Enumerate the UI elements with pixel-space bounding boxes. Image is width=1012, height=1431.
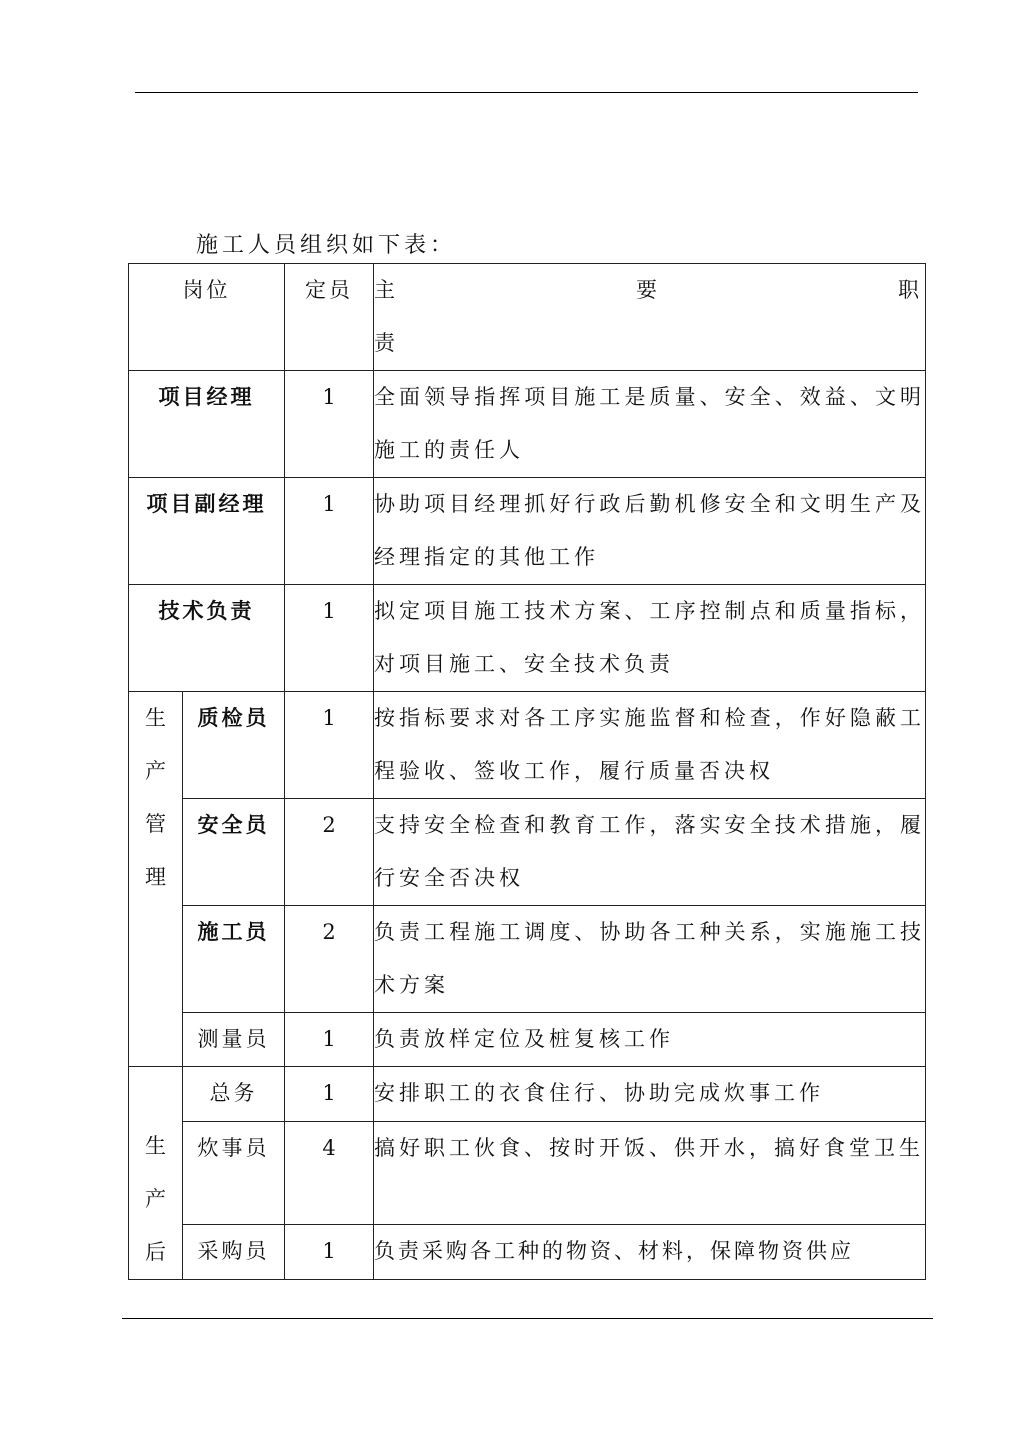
- row-qc-duty: 按指标要求对各工序实施监督和检查，作好隐蔽工程验收、签收工作，履行质量否决权: [374, 692, 926, 799]
- row-pm-quota: 1: [285, 371, 374, 478]
- row-dpm-duty: 协助项目经理抓好行政后勤机修安全和文明生产及经理指定的其他工作: [374, 478, 926, 585]
- row-tech-quota: 1: [285, 585, 374, 692]
- row-constructor-duty: 负责工程施工调度、协助各工种关系，实施施工技术方案: [374, 906, 926, 1013]
- header-duty-char-1: 主: [374, 278, 399, 302]
- row-safety-duty: 支持安全检查和教育工作，落实安全技术措施，履行安全否决权: [374, 799, 926, 906]
- group-label-char: 产: [145, 759, 166, 783]
- row-general-position: 总务: [183, 1067, 285, 1122]
- row-dpm-quota: 1: [285, 478, 374, 585]
- header-duty-char-2: 要: [636, 278, 661, 302]
- row-safety-quota: 2: [285, 799, 374, 906]
- row-constructor-position: 施工员: [183, 906, 285, 1013]
- row-tech-duty: 拟定项目施工技术方案、工序控制点和质量指标，对项目施工、安全技术负责: [374, 585, 926, 692]
- row-surveyor-position: 测量员: [183, 1013, 285, 1067]
- group-label-char: 后: [145, 1240, 166, 1264]
- table-row: [129, 1013, 926, 1067]
- row-cook-duty: 搞好职工伙食、按时开饭、供开水，搞好食堂卫生: [374, 1121, 926, 1224]
- row-buyer-position: 采购员: [183, 1225, 285, 1280]
- header-rule: [135, 92, 918, 93]
- group-label-char: 理: [145, 865, 166, 889]
- table-row: [129, 371, 926, 478]
- table-row: [129, 585, 926, 692]
- header-position: 岗位: [129, 264, 285, 371]
- row-dpm-position: 项目副经理: [129, 478, 285, 585]
- row-surveyor-duty: 负责放样定位及桩复核工作: [374, 1013, 926, 1067]
- footer-rule: [122, 1318, 933, 1319]
- row-qc-quota: 1: [285, 692, 374, 799]
- group-production-logistics: [129, 1067, 183, 1280]
- row-tech-position: 技术负责: [129, 585, 285, 692]
- group-production-management: [129, 692, 183, 1067]
- table-row: [129, 692, 926, 799]
- row-qc-position: 质检员: [183, 692, 285, 799]
- header-duty-char-3: 职: [898, 278, 923, 302]
- staff-table: [128, 263, 926, 1280]
- header-quota: 定员: [285, 264, 374, 371]
- table-row: [129, 1121, 926, 1224]
- row-safety-position: 安全员: [183, 799, 285, 906]
- row-buyer-duty: 负责采购各工种的物资、材料，保障物资供应: [374, 1225, 926, 1280]
- table-row: [129, 478, 926, 585]
- group-label-char: 产: [145, 1187, 166, 1211]
- table-header-row: [129, 264, 926, 371]
- row-general-duty: 安排职工的衣食住行、协助完成炊事工作: [374, 1067, 926, 1122]
- group-label-char: 生: [145, 1134, 166, 1158]
- row-cook-position: 炊事员: [183, 1121, 285, 1224]
- table-row: [129, 906, 926, 1013]
- table-row: [129, 1225, 926, 1280]
- group-label-char: 生: [145, 706, 166, 730]
- row-pm-duty: 全面领导指挥项目施工是质量、安全、效益、文明施工的责任人: [374, 371, 926, 478]
- intro-text: 施工人员组织如下表：: [196, 233, 457, 258]
- table-row: [129, 799, 926, 906]
- group-label-char: 管: [145, 812, 166, 836]
- row-cook-quota: 4: [285, 1121, 374, 1224]
- header-duty-char-4: 责: [374, 331, 399, 355]
- row-surveyor-quota: 1: [285, 1013, 374, 1067]
- row-constructor-quota: 2: [285, 906, 374, 1013]
- row-buyer-quota: 1: [285, 1225, 374, 1280]
- table-row: [129, 1067, 926, 1122]
- group-label-char: [129, 1067, 182, 1120]
- row-general-quota: 1: [285, 1067, 374, 1122]
- row-pm-position: 项目经理: [129, 371, 285, 478]
- header-duty: [374, 264, 926, 371]
